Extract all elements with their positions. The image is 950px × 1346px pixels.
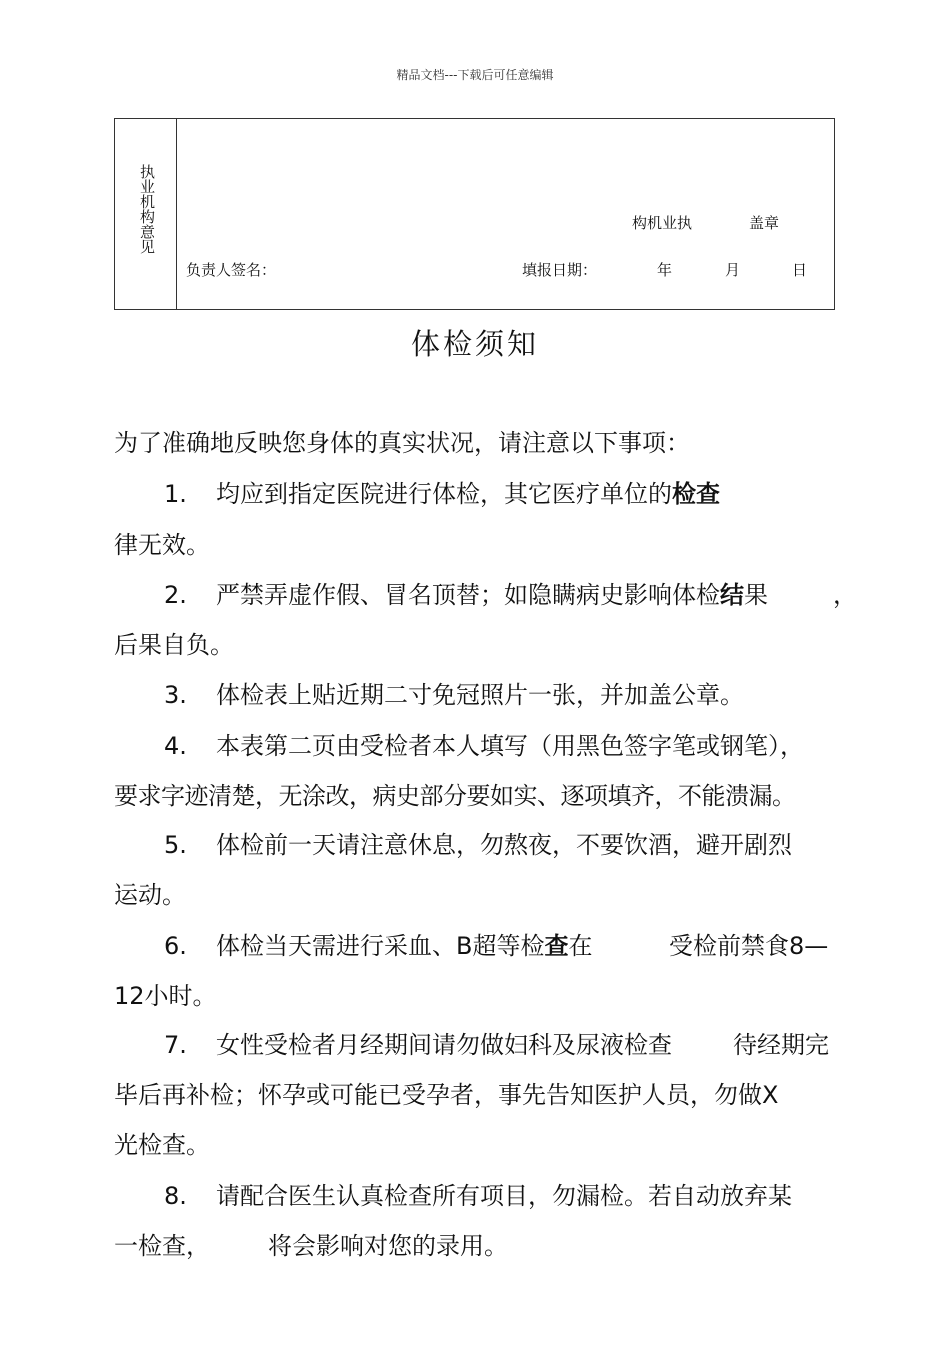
- item-text-end: 受检前禁食8—: [669, 932, 829, 960]
- item-number: 4.: [164, 732, 187, 760]
- signer-label: 负责人签名：: [186, 261, 277, 279]
- list-item: [164, 1030, 672, 1060]
- item-text-bold: 查: [544, 932, 569, 960]
- item-text: 体检前一天请注意休息，勿熬夜，不要饮酒，避开剧烈: [216, 831, 792, 859]
- list-item: [164, 731, 804, 761]
- institution-opinion-label-text: 执业机构意见: [138, 164, 156, 254]
- stamp-text-right: 盖章: [749, 214, 780, 232]
- item-continuation: 律无效。: [114, 531, 210, 559]
- item-text: 女性受检者月经期间请勿做妇科及尿液检查: [216, 1031, 672, 1059]
- intro-text: 为了准确地反映您身体的真实状况，请注意以下事项：: [114, 429, 690, 457]
- item-number: 1.: [164, 480, 187, 508]
- item-continuation: 后果自负。: [114, 631, 234, 659]
- year-label: 年: [657, 261, 673, 279]
- list-item: [164, 580, 768, 610]
- institution-opinion-table: [114, 118, 835, 310]
- item-text-end: ，: [833, 581, 857, 609]
- item-number: 8.: [164, 1182, 187, 1210]
- item-number: 3.: [164, 681, 187, 709]
- item-text: 体检表上贴近期二寸免冠照片一张，并加盖公章。: [216, 681, 744, 709]
- item-text-bold: 结: [720, 581, 744, 609]
- item-text: 本表第二页由受检者本人填写（用黑色签字笔或钢笔），: [216, 732, 804, 760]
- item-text-tail: 在: [568, 932, 593, 960]
- list-item: [164, 1181, 792, 1211]
- list-item: [164, 680, 744, 710]
- item-continuation-bold: 一检查，: [114, 1232, 210, 1260]
- list-item: [164, 931, 592, 961]
- item-text-end: 待经期完: [733, 1031, 829, 1059]
- item-text: 体检当天需进行采血、B超等检: [216, 932, 545, 960]
- item-text: 严禁弄虚作假、冒名顶替；如隐瞒病史影响体检: [216, 581, 720, 609]
- item-number: 6.: [164, 932, 187, 960]
- item-text-bold: 检查: [672, 480, 720, 508]
- item-number: 5.: [164, 831, 187, 859]
- item-continuation: 要求字迹清楚，无涂改，病史部分要如实、逐项填齐，不能溃漏。: [114, 782, 796, 810]
- month-label: 月: [725, 261, 741, 279]
- day-label: 日: [792, 261, 808, 279]
- item-continuation: 12小时。: [114, 982, 217, 1010]
- item-continuation: 毕后再补检；怀孕或可能已受孕者，事先告知医护人员，勿做X: [114, 1081, 779, 1109]
- item-number: 7.: [164, 1031, 187, 1059]
- institution-opinion-label: [137, 164, 157, 254]
- table-divider: [176, 119, 177, 309]
- item-continuation: 运动。: [114, 881, 186, 909]
- list-item: [164, 479, 720, 509]
- item-continuation: 将会影响对您的录用。: [268, 1232, 508, 1260]
- item-number: 2.: [164, 581, 187, 609]
- date-label: 填报日期：: [522, 261, 598, 279]
- stamp-text-left: 构机业执: [632, 214, 693, 232]
- item-continuation: 光检查。: [114, 1131, 210, 1159]
- page-title: 体检须知: [410, 327, 539, 361]
- list-item: [164, 830, 792, 860]
- item-text: 请配合医生认真检查所有项目，勿漏检。若自动放弃某: [216, 1182, 792, 1210]
- item-text: 均应到指定医院进行体检，其它医疗单位的: [216, 480, 672, 508]
- header-note: 精品文档---下载后可任意编辑: [396, 68, 554, 82]
- item-text-tail: 果: [744, 581, 768, 609]
